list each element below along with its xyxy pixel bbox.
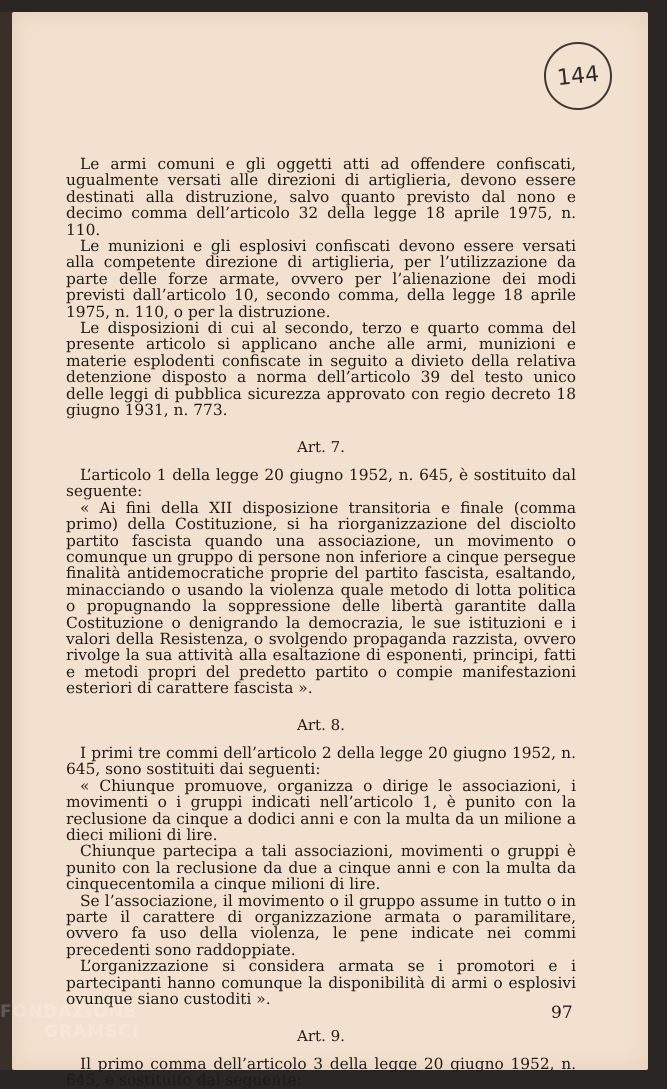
paragraph: Le armi comuni e gli oggetti atti ad offendere confiscati, ugualmente versati alle direzioni di artiglieria, devono essere destinati alla distruzione, salvo quanto previsto dal nono e decimo comma dell’articolo 32 della legge 18 aprile 1975, n. 110. [66, 155, 576, 239]
page-number: 97 [551, 1003, 573, 1023]
page-edge [0, 12, 12, 1070]
paragraph: I primi tre commi dell’articolo 2 della legge 20 giugno 1952, n. 645, sono sostituiti dai seguenti: [66, 744, 576, 779]
article-heading-8: Art. 8. [297, 715, 345, 734]
article-heading-9: Art. 9. [297, 1026, 345, 1045]
paragraph: L’articolo 1 della legge 20 giugno 1952, n. 645, è sostituito dal seguente: [66, 465, 576, 501]
watermark-line-1: FONDAZIONE [0, 1002, 137, 1022]
paragraph: Le disposizioni di cui al secondo, terzo e quarto comma del presente articolo si applicano anche alle armi, munizioni e materie esplodenti confiscate in seguito a divieto della relativa detenzione disposto a norma dell’articolo 39 del testo unico delle leggi di pubblica sicurezza approvato con regio decreto 18 giugno 1931, n. 773. [66, 319, 576, 420]
paragraph: Le munizioni e gli esplosivi confiscati devono essere versati alla competente direzione di artiglieria, per l’utilizzazione da parte delle forze armate, ovvero per l’alienazione dei modi previsti dall’articolo 10, secondo comma, della legge 18 aprile 1975, n. 110, o per la distruzione. [66, 237, 576, 321]
paragraph: Se l’associazione, il movimento o il gruppo assume in tutto o in parte il carattere di organizzazione armata o paramilitare, ovvero fa uso della violenza, le pene indicate nei commi precedenti sono raddoppiate. [66, 891, 576, 959]
archive-stamp [541, 39, 616, 114]
paragraph: L’organizzazione si considera armata se i promotori e i partecipanti hanno comunque la disponibilità di armi o esplosivi ovunque siano custoditi ». [66, 957, 576, 1009]
archive-stamp-number: 144 [555, 61, 601, 91]
paragraph: « Ai fini della XII disposizione transitoria e finale (comma primo) della Costituzione, si ha riorganizzazione del disciolto partito fascista quando una associazione, un movimento o comunque un gruppo di persone non inferiore a cinque persegue finalità antidemocratiche proprie del partito fascista, esaltando, minacciando o usando la violenza quale metodo di lotta politica o propugnando la soppressione delle libertà garantite dalla Costituzione o denigrando la democrazia, le sue istituzioni e i valori della Resistenza, o svolgendo propaganda razzista, ovvero rivolge la sua attività alla esaltazione di esponenti, principi, fatti e metodi propri del predetto partito o compie manifestazioni esteriori di carattere fascista ». [66, 498, 576, 698]
paragraph: « Chiunque promuove, organizza o dirige le associazioni, i movimenti o i gruppi indicati nell’articolo 1, è punito con la reclusione da cinque a dodici anni e con la multa da un milione a dieci milioni di lire. [66, 776, 576, 845]
watermark [0, 1002, 180, 1042]
paragraph: Chiunque partecipa a tali associazioni, movimenti o gruppi è punito con la reclusione da due a cinque anni e con la multa da cinquecentomila a cinque milioni di lire. [66, 842, 576, 894]
document-body [66, 156, 576, 1089]
watermark-line-2: GRAMSCI [44, 1022, 140, 1042]
paragraph: Il primo comma dell’articolo 3 della legge 20 giugno 1952, n. 645, è sostituito dal seguente: [66, 1054, 576, 1089]
article-heading-7: Art. 7. [297, 437, 345, 456]
